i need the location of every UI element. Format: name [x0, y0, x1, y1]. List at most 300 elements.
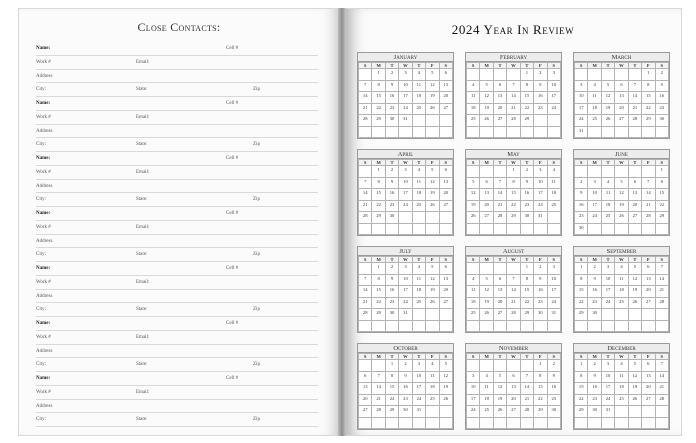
day-cell: 2	[534, 69, 547, 81]
day-cell: 4	[480, 371, 493, 383]
day-cell: 6	[628, 177, 641, 189]
cell-label: Cell #	[226, 46, 239, 51]
work-label: Work #	[36, 114, 51, 120]
month-name: September	[574, 247, 669, 256]
day-cell: 21	[520, 394, 533, 406]
day-cell: 14	[372, 383, 385, 395]
day-cell: 18	[615, 383, 628, 395]
weekday-header: W	[507, 257, 520, 263]
month-december	[573, 343, 670, 430]
day-cell: 25	[480, 406, 493, 418]
day-cell: 17	[399, 92, 412, 104]
day-cell: 2	[547, 360, 560, 372]
empty-day-cell	[628, 417, 641, 429]
day-cell: 19	[426, 92, 439, 104]
day-cell: 4	[588, 80, 601, 92]
weekday-header: T	[628, 257, 641, 263]
contact-line	[36, 166, 318, 180]
empty-day-cell	[359, 126, 372, 138]
empty-day-cell	[467, 320, 480, 332]
day-cell: 22	[655, 200, 668, 212]
day-cell: 1	[372, 263, 385, 275]
day-cell: 15	[655, 189, 668, 201]
weekday-header: S	[575, 160, 588, 166]
day-cell: 27	[480, 212, 493, 224]
day-cell: 27	[615, 115, 628, 127]
day-cell: 25	[615, 394, 628, 406]
day-cell: 11	[480, 383, 493, 395]
day-cell: 14	[507, 286, 520, 298]
day-cell: 31	[575, 126, 588, 138]
empty-day-cell	[655, 223, 668, 235]
day-cell: 5	[480, 80, 493, 92]
day-cell: 12	[628, 274, 641, 286]
day-cell: 5	[467, 177, 480, 189]
city-label: City:	[36, 252, 47, 258]
day-cell: 10	[575, 92, 588, 104]
empty-day-cell	[426, 309, 439, 321]
empty-day-cell	[547, 223, 560, 235]
day-cell: 6	[615, 80, 628, 92]
day-cell: 14	[493, 189, 506, 201]
day-cell: 25	[426, 394, 439, 406]
day-cell: 14	[655, 274, 668, 286]
day-cell: 2	[534, 263, 547, 275]
day-cell: 17	[588, 200, 601, 212]
state-label: State:	[136, 87, 148, 93]
day-cell: 30	[588, 406, 601, 418]
day-cell: 1	[575, 360, 588, 372]
empty-day-cell	[359, 417, 372, 429]
day-cell: 23	[534, 297, 547, 309]
empty-day-cell	[588, 166, 601, 178]
day-cell: 31	[412, 406, 425, 418]
empty-day-cell	[588, 417, 601, 429]
day-cell: 3	[399, 263, 412, 275]
day-cell: 28	[493, 212, 506, 224]
zip-label: Zip	[253, 417, 260, 423]
email-label: Email:	[136, 169, 150, 175]
day-cell: 15	[520, 286, 533, 298]
day-cell: 2	[575, 177, 588, 189]
day-cell: 18	[601, 200, 614, 212]
day-cell: 20	[628, 200, 641, 212]
month-name: October	[358, 344, 453, 353]
state-label: State:	[136, 142, 148, 148]
weekday-header: T	[601, 63, 614, 69]
empty-day-cell	[534, 126, 547, 138]
weekday-header: T	[520, 354, 533, 360]
day-cell: 16	[385, 189, 398, 201]
day-cell: 12	[601, 92, 614, 104]
weekday-header: F	[426, 160, 439, 166]
day-cell: 27	[642, 297, 655, 309]
empty-day-cell	[601, 417, 614, 429]
day-cell: 5	[628, 263, 641, 275]
day-cell: 12	[426, 177, 439, 189]
day-cell: 15	[575, 286, 588, 298]
day-cell: 21	[507, 103, 520, 115]
empty-day-cell	[372, 360, 385, 372]
empty-day-cell	[467, 126, 480, 138]
day-cell: 24	[412, 394, 425, 406]
day-cell: 28	[372, 406, 385, 418]
day-cell: 9	[534, 80, 547, 92]
day-cell: 29	[372, 309, 385, 321]
empty-day-cell	[534, 320, 547, 332]
day-cell: 8	[642, 80, 655, 92]
weekday-header: T	[493, 160, 506, 166]
name-label: Name:	[36, 211, 51, 216]
weekday-header: F	[426, 354, 439, 360]
name-label: Name:	[36, 101, 51, 106]
day-cell: 21	[642, 200, 655, 212]
day-cell: 22	[372, 297, 385, 309]
day-cell: 9	[655, 80, 668, 92]
day-cell: 16	[385, 286, 398, 298]
day-cell: 9	[534, 274, 547, 286]
day-cell: 5	[439, 360, 452, 372]
day-cell: 27	[493, 115, 506, 127]
city-label: City:	[36, 87, 47, 93]
day-cell: 6	[439, 69, 452, 81]
day-cell: 14	[359, 286, 372, 298]
day-cell: 27	[507, 406, 520, 418]
weekday-header: F	[426, 257, 439, 263]
day-cell: 27	[642, 394, 655, 406]
day-cell: 13	[480, 189, 493, 201]
empty-day-cell	[426, 406, 439, 418]
weekday-header: T	[601, 354, 614, 360]
contact-entry	[36, 262, 318, 317]
day-cell: 12	[493, 383, 506, 395]
weekday-header: T	[520, 160, 533, 166]
empty-day-cell	[399, 223, 412, 235]
cell-label: Cell #	[226, 156, 239, 161]
day-cell: 22	[575, 394, 588, 406]
day-cell: 19	[426, 286, 439, 298]
state-label: State:	[136, 252, 148, 258]
day-cell: 3	[547, 69, 560, 81]
day-cell: 25	[615, 297, 628, 309]
weekday-header: S	[575, 257, 588, 263]
empty-day-cell	[467, 166, 480, 178]
day-cell: 5	[426, 263, 439, 275]
address-label: Address	[36, 238, 53, 244]
empty-day-cell	[520, 320, 533, 332]
weekday-header: S	[547, 63, 560, 69]
empty-day-cell	[628, 69, 641, 81]
day-cell: 6	[439, 166, 452, 178]
work-label: Work #	[36, 59, 51, 65]
day-cell: 12	[480, 92, 493, 104]
empty-day-cell	[412, 320, 425, 332]
empty-day-cell	[385, 320, 398, 332]
empty-day-cell	[601, 126, 614, 138]
day-cell: 19	[628, 383, 641, 395]
month-name: July	[358, 247, 453, 256]
day-cell: 30	[588, 309, 601, 321]
empty-day-cell	[480, 417, 493, 429]
empty-day-cell	[467, 223, 480, 235]
day-cell: 12	[480, 286, 493, 298]
day-cell: 17	[547, 92, 560, 104]
day-cell: 24	[547, 103, 560, 115]
day-cell: 1	[507, 166, 520, 178]
empty-day-cell	[520, 417, 533, 429]
empty-day-cell	[426, 417, 439, 429]
weekday-header: M	[588, 257, 601, 263]
day-cell: 18	[426, 383, 439, 395]
empty-day-cell	[426, 126, 439, 138]
cell-label: Cell #	[226, 101, 239, 106]
empty-day-cell	[372, 320, 385, 332]
day-cell: 8	[385, 371, 398, 383]
weekday-header: T	[493, 63, 506, 69]
day-cell: 6	[439, 263, 452, 275]
name-label: Name:	[36, 376, 51, 381]
empty-day-cell	[372, 223, 385, 235]
day-cell: 13	[507, 383, 520, 395]
day-cell: 11	[412, 274, 425, 286]
weekday-header: F	[642, 160, 655, 166]
day-cell: 16	[399, 383, 412, 395]
zip-label: Zip	[253, 142, 260, 148]
weekday-header: W	[615, 354, 628, 360]
weekday-header: F	[534, 63, 547, 69]
weekday-header: T	[385, 354, 398, 360]
day-cell: 16	[655, 92, 668, 104]
day-cell: 2	[399, 360, 412, 372]
day-cell: 21	[359, 200, 372, 212]
day-cell: 7	[359, 80, 372, 92]
empty-day-cell	[439, 406, 452, 418]
day-cell: 4	[615, 360, 628, 372]
day-cell: 20	[359, 394, 372, 406]
weekday-header: F	[426, 63, 439, 69]
contact-line	[36, 111, 318, 125]
day-cell: 17	[534, 189, 547, 201]
weekday-header: T	[520, 63, 533, 69]
day-cell: 22	[575, 297, 588, 309]
day-cell: 4	[615, 263, 628, 275]
empty-day-cell	[480, 223, 493, 235]
address-label: Address	[36, 73, 53, 79]
day-cell: 4	[601, 177, 614, 189]
day-cell: 26	[439, 394, 452, 406]
day-cell: 13	[439, 80, 452, 92]
day-cell: 10	[399, 177, 412, 189]
day-cell: 12	[426, 274, 439, 286]
day-cell: 11	[588, 92, 601, 104]
weekday-header: M	[588, 63, 601, 69]
empty-day-cell	[439, 320, 452, 332]
weekday-header: M	[480, 63, 493, 69]
day-cell: 8	[575, 274, 588, 286]
day-cell: 26	[493, 406, 506, 418]
empty-day-cell	[507, 69, 520, 81]
day-cell: 23	[547, 394, 560, 406]
empty-day-cell	[467, 263, 480, 275]
empty-day-cell	[359, 69, 372, 81]
empty-day-cell	[385, 223, 398, 235]
weekday-header: S	[655, 160, 668, 166]
day-cell: 6	[642, 263, 655, 275]
day-cell: 12	[467, 189, 480, 201]
weekday-header: S	[439, 354, 452, 360]
empty-day-cell	[480, 166, 493, 178]
empty-day-cell	[480, 69, 493, 81]
contact-line	[36, 125, 318, 139]
day-cell: 1	[575, 263, 588, 275]
day-cell: 14	[359, 92, 372, 104]
day-cell: 28	[642, 212, 655, 224]
day-cell: 21	[359, 297, 372, 309]
empty-day-cell	[642, 166, 655, 178]
day-cell: 28	[507, 309, 520, 321]
empty-day-cell	[507, 320, 520, 332]
city-label: City:	[36, 417, 47, 423]
day-cell: 22	[507, 200, 520, 212]
contact-line	[36, 207, 318, 221]
weekday-header: M	[480, 160, 493, 166]
day-cell: 21	[493, 200, 506, 212]
empty-day-cell	[534, 417, 547, 429]
empty-day-cell	[655, 406, 668, 418]
day-cell: 27	[439, 103, 452, 115]
empty-day-cell	[655, 320, 668, 332]
zip-label: Zip	[253, 307, 260, 313]
empty-day-cell	[372, 126, 385, 138]
empty-day-cell	[439, 115, 452, 127]
zip-label: Zip	[253, 252, 260, 258]
empty-day-cell	[399, 417, 412, 429]
empty-day-cell	[480, 126, 493, 138]
weekday-header: T	[385, 257, 398, 263]
day-cell: 10	[547, 274, 560, 286]
empty-day-cell	[507, 417, 520, 429]
day-cell: 22	[534, 394, 547, 406]
day-cell: 9	[588, 274, 601, 286]
day-cell: 23	[520, 200, 533, 212]
day-cell: 3	[588, 177, 601, 189]
contact-line	[36, 303, 318, 317]
day-cell: 30	[520, 212, 533, 224]
empty-day-cell	[359, 263, 372, 275]
day-cell: 3	[399, 166, 412, 178]
day-cell: 8	[372, 177, 385, 189]
work-label: Work #	[36, 389, 51, 395]
empty-day-cell	[628, 126, 641, 138]
day-cell: 26	[467, 212, 480, 224]
empty-day-cell	[426, 212, 439, 224]
day-cell: 23	[385, 200, 398, 212]
weekday-header: M	[372, 354, 385, 360]
empty-day-cell	[412, 115, 425, 127]
contact-line	[36, 70, 318, 84]
day-cell: 3	[399, 69, 412, 81]
day-cell: 15	[385, 383, 398, 395]
day-cell: 30	[575, 223, 588, 235]
day-cell: 7	[642, 177, 655, 189]
day-cell: 15	[534, 383, 547, 395]
day-cell: 23	[534, 103, 547, 115]
empty-day-cell	[493, 263, 506, 275]
day-cell: 5	[628, 360, 641, 372]
day-cell: 25	[588, 115, 601, 127]
empty-day-cell	[615, 126, 628, 138]
empty-day-cell	[439, 126, 452, 138]
day-cell: 2	[588, 360, 601, 372]
day-cell: 28	[359, 212, 372, 224]
day-cell: 19	[439, 383, 452, 395]
empty-day-cell	[588, 320, 601, 332]
day-cell: 4	[412, 263, 425, 275]
day-cell: 13	[493, 92, 506, 104]
day-cell: 10	[467, 383, 480, 395]
empty-day-cell	[399, 320, 412, 332]
day-cell: 27	[439, 297, 452, 309]
weekday-header: S	[655, 354, 668, 360]
month-name: March	[574, 53, 669, 62]
day-cell: 17	[399, 189, 412, 201]
day-cell: 7	[359, 177, 372, 189]
empty-day-cell	[628, 309, 641, 321]
day-cell: 17	[547, 286, 560, 298]
day-cell: 24	[601, 394, 614, 406]
day-cell: 7	[655, 360, 668, 372]
day-cell: 11	[412, 177, 425, 189]
month-january	[357, 52, 454, 139]
day-cell: 23	[588, 297, 601, 309]
day-cell: 2	[385, 166, 398, 178]
empty-day-cell	[493, 417, 506, 429]
empty-day-cell	[359, 223, 372, 235]
day-cell: 1	[372, 166, 385, 178]
contact-line	[36, 152, 318, 166]
day-cell: 11	[547, 177, 560, 189]
day-cell: 13	[628, 189, 641, 201]
day-cell: 2	[520, 166, 533, 178]
day-cell: 26	[480, 115, 493, 127]
day-cell: 9	[385, 177, 398, 189]
day-cell: 26	[628, 297, 641, 309]
day-cell: 24	[399, 200, 412, 212]
empty-day-cell	[520, 126, 533, 138]
weekday-header: T	[628, 354, 641, 360]
day-cell: 30	[385, 212, 398, 224]
day-cell: 5	[426, 69, 439, 81]
contact-line	[36, 317, 318, 331]
weekday-header: W	[507, 63, 520, 69]
cell-label: Cell #	[226, 211, 239, 216]
contact-line	[36, 413, 318, 427]
weekday-header: W	[399, 257, 412, 263]
day-cell: 9	[399, 371, 412, 383]
contact-line	[36, 180, 318, 194]
weekday-header: T	[493, 257, 506, 263]
day-cell: 20	[480, 200, 493, 212]
city-label: City:	[36, 142, 47, 148]
day-cell: 8	[534, 371, 547, 383]
contact-line	[36, 97, 318, 111]
empty-day-cell	[615, 166, 628, 178]
empty-day-cell	[493, 126, 506, 138]
empty-day-cell	[601, 309, 614, 321]
day-cell: 22	[372, 103, 385, 115]
day-cell: 14	[507, 92, 520, 104]
month-september	[573, 246, 670, 333]
